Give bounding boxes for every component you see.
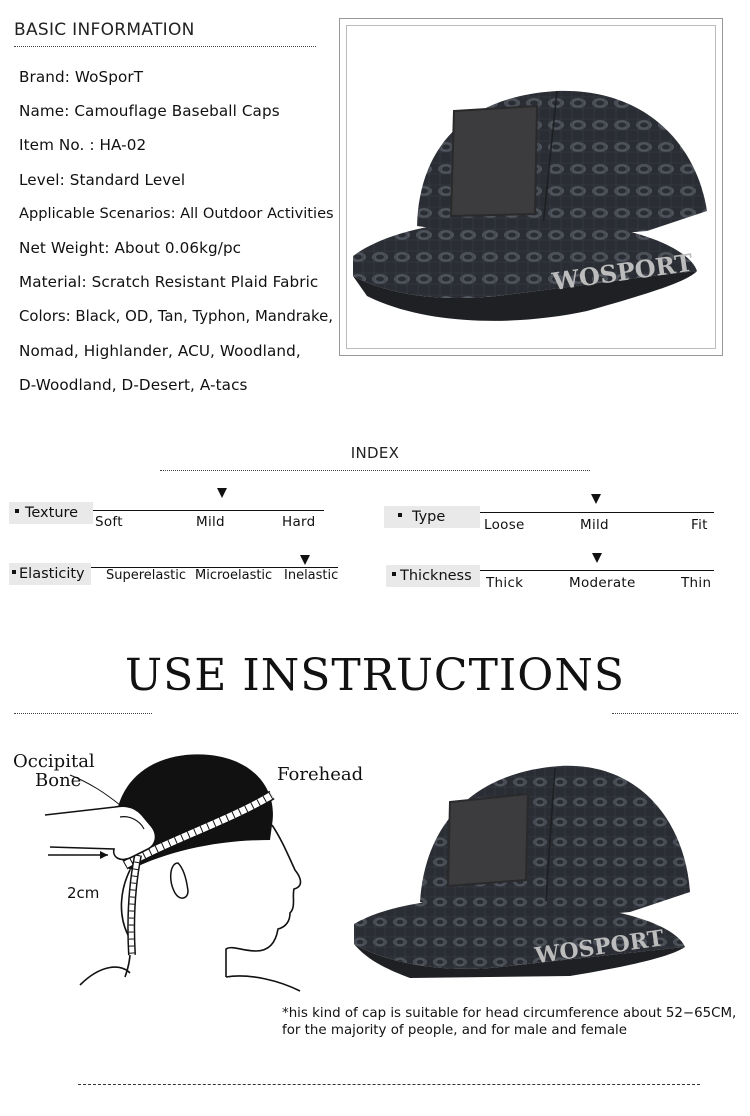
bottom-divider bbox=[78, 1084, 700, 1085]
type-option-mild: Mild bbox=[580, 517, 609, 533]
texture-option-soft: Soft bbox=[95, 514, 123, 530]
info-colors-2: Nomad, Highlander, ACU, Woodland, bbox=[19, 341, 301, 360]
use-divider-right bbox=[612, 713, 738, 714]
type-option-loose: Loose bbox=[484, 517, 525, 533]
basic-info-list bbox=[19, 62, 334, 404]
info-item-no: Item No. : HA-02 bbox=[19, 136, 147, 155]
info-level: Level: Standard Level bbox=[19, 170, 186, 189]
thickness-option-thick: Thick bbox=[486, 575, 524, 591]
index-divider bbox=[160, 470, 590, 471]
use-instructions-title: USE INSTRUCTIONS bbox=[124, 650, 626, 701]
cap-image bbox=[347, 26, 716, 349]
bullet-icon bbox=[398, 513, 402, 517]
distance-label: 2cm bbox=[67, 884, 100, 902]
texture-marker-icon bbox=[217, 488, 227, 498]
bullet-icon bbox=[12, 570, 16, 574]
thickness-marker-icon bbox=[592, 553, 602, 563]
bullet-icon bbox=[15, 509, 19, 513]
thickness-scale bbox=[480, 570, 714, 571]
info-colors-3: D-Woodland, D-Desert, A-tacs bbox=[19, 375, 248, 394]
wosport-logo-2: WOSPORT bbox=[533, 925, 666, 970]
type-marker-icon bbox=[591, 494, 601, 504]
info-weight: Net Weight: About 0.06kg/pc bbox=[19, 238, 242, 257]
elasticity-option-inelastic: Inelastic bbox=[284, 568, 339, 583]
info-brand: Brand: WoSporT bbox=[19, 68, 144, 86]
product-photo-frame bbox=[339, 18, 723, 356]
type-scale bbox=[480, 512, 714, 513]
texture-label: Texture bbox=[9, 502, 93, 524]
cap-image-2 bbox=[350, 752, 695, 980]
type-label: Type bbox=[384, 506, 480, 528]
bullet-icon bbox=[392, 572, 396, 576]
use-divider-left bbox=[14, 713, 152, 714]
texture-scale bbox=[93, 510, 324, 511]
forehead-label: Forehead bbox=[277, 764, 364, 785]
product-photo bbox=[346, 25, 716, 349]
elasticity-option-microelastic: Microelastic bbox=[195, 568, 273, 583]
texture-option-mild: Mild bbox=[196, 514, 225, 530]
basic-info-title: BASIC INFORMATION bbox=[14, 20, 195, 40]
elasticity-marker-icon bbox=[300, 555, 310, 565]
info-name: Name: Camouflage Baseball Caps bbox=[19, 102, 280, 121]
info-colors-1: Colors: Black, OD, Tan, Typhon, Mandrake, bbox=[19, 307, 334, 326]
info-material: Material: Scratch Resistant Plaid Fabric bbox=[19, 273, 319, 292]
elasticity-label: Elasticity bbox=[9, 563, 91, 585]
wosport-logo: WOSPORT bbox=[550, 247, 695, 297]
occipital-bone-label: Occipital Bone bbox=[13, 751, 95, 791]
thickness-option-thin: Thin bbox=[681, 575, 712, 591]
index-title: INDEX bbox=[350, 444, 400, 462]
type-option-fit: Fit bbox=[691, 517, 708, 533]
info-scenarios: Applicable Scenarios: All Outdoor Activities bbox=[19, 204, 334, 222]
basic-info-divider bbox=[14, 46, 316, 47]
elasticity-option-superelastic: Superelastic bbox=[106, 568, 187, 583]
thickness-label: Thickness bbox=[386, 565, 480, 587]
size-note: *his kind of cap is suitable for head circumference about 52−65CM, for the majority of people, and for male and female bbox=[282, 1006, 737, 1038]
thickness-option-moderate: Moderate bbox=[569, 575, 636, 591]
texture-option-hard: Hard bbox=[282, 514, 316, 530]
